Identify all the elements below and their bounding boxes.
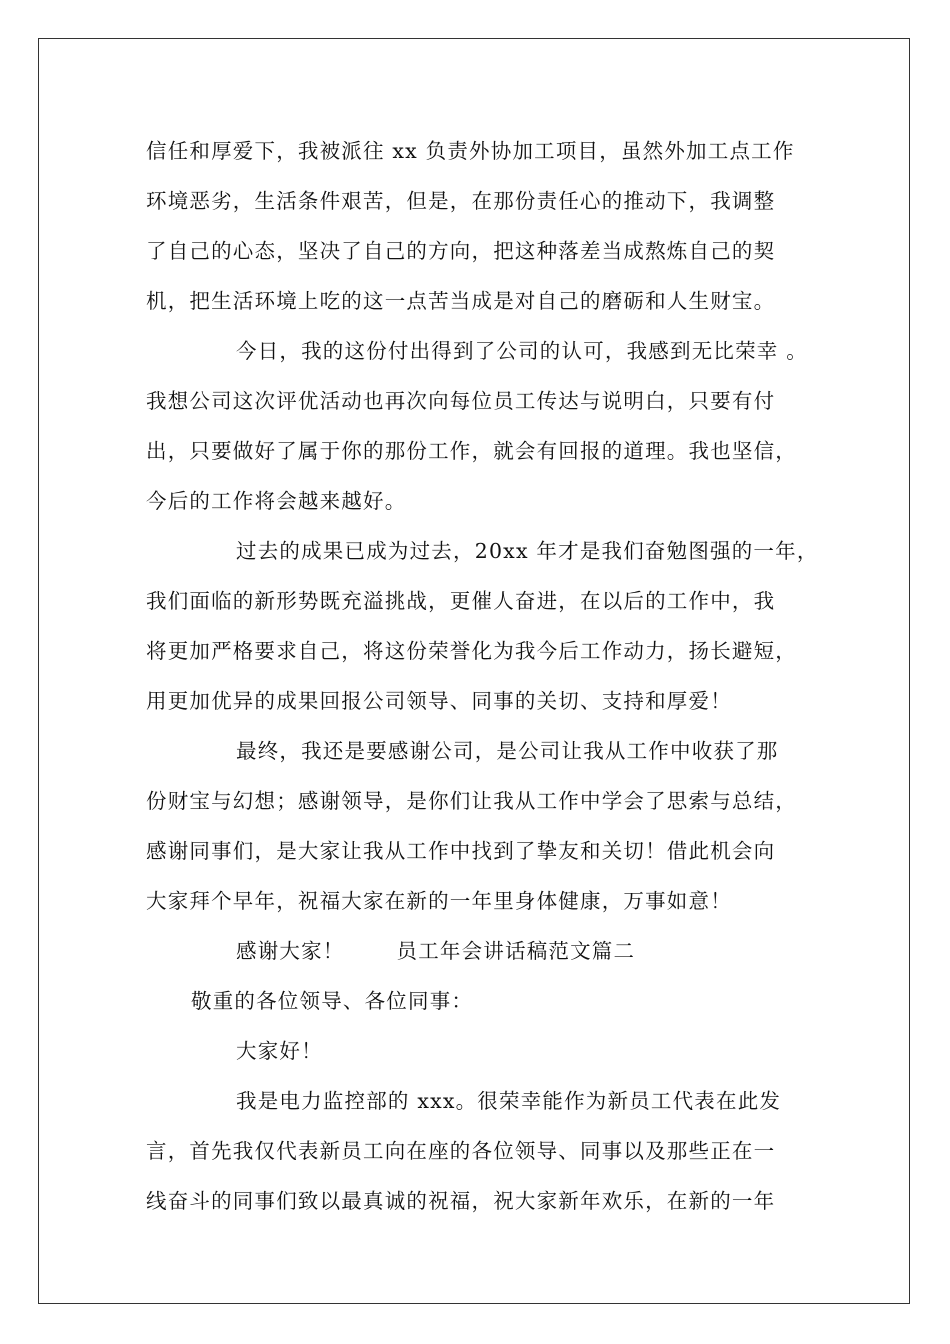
closing-and-title-row <box>236 936 635 966</box>
text-line: 信任和厚爱下，我被派往 xx 负责外协加工项目，虽然外加工点工作 <box>146 139 795 163</box>
text-line: 今后的工作将会越来越好。 <box>146 489 407 513</box>
text-line: 最终，我还是要感谢公司，是公司让我从工作中收获了那 <box>236 739 779 763</box>
text-line: 将更加严格要求自己，将这份荣誉化为我今后工作动力，扬长避短， <box>146 639 797 663</box>
text-line: 我是电力监控部的 xxx。很荣幸能作为新员工代表在此发 <box>236 1089 782 1113</box>
text-line: 用更加优异的成果回报公司领导、同事的关切、支持和厚爱！ <box>146 689 732 713</box>
closing-text: 感谢大家！ <box>236 939 345 963</box>
text-line: 份财宝与幻想；感谢领导，是你们让我从工作中学会了思索与总结， <box>146 789 797 813</box>
text-line: 大家拜个早年，祝福大家在新的一年里身体健康，万事如意！ <box>146 889 732 913</box>
text-line: 环境恶劣，生活条件艰苦，但是，在那份责任心的推动下，我调整 <box>146 189 776 213</box>
text-line: 今日，我的这份付出得到了公司的认可，我感到无比荣幸 。 <box>236 339 808 363</box>
text-line: 了自己的心态，坚决了自己的方向，把这种落差当成熬炼自己的契 <box>146 239 776 263</box>
salutation: 敬重的各位领导、各位同事： <box>191 989 474 1013</box>
section-title: 员工年会讲话稿范文篇二 <box>396 939 636 963</box>
text-line: 感谢同事们，是大家让我从工作中找到了挚友和关切！借此机会向 <box>146 839 776 863</box>
text-line: 出，只要做好了属于你的那份工作，就会有回报的道理。我也坚信， <box>146 439 797 463</box>
text-line: 我想公司这次评优活动也再次向每位员工传达与说明白，只要有付 <box>146 389 776 413</box>
text-line: 机，把生活环境上吃的这一点苦当成是对自己的磨砺和人生财宝。 <box>146 289 776 313</box>
text-line: 过去的成果已成为过去，20xx 年才是我们奋勉图强的一年， <box>236 539 819 563</box>
greeting: 大家好！ <box>236 1039 323 1063</box>
text-line: 言，首先我仅代表新员工向在座的各位领导、同事以及那些正在一 <box>146 1139 776 1163</box>
text-line: 线奋斗的同事们致以最真诚的祝福，祝大家新年欢乐，在新的一年 <box>146 1189 776 1213</box>
text-line: 我们面临的新形势既充溢挑战，更催人奋进，在以后的工作中，我 <box>146 589 776 613</box>
